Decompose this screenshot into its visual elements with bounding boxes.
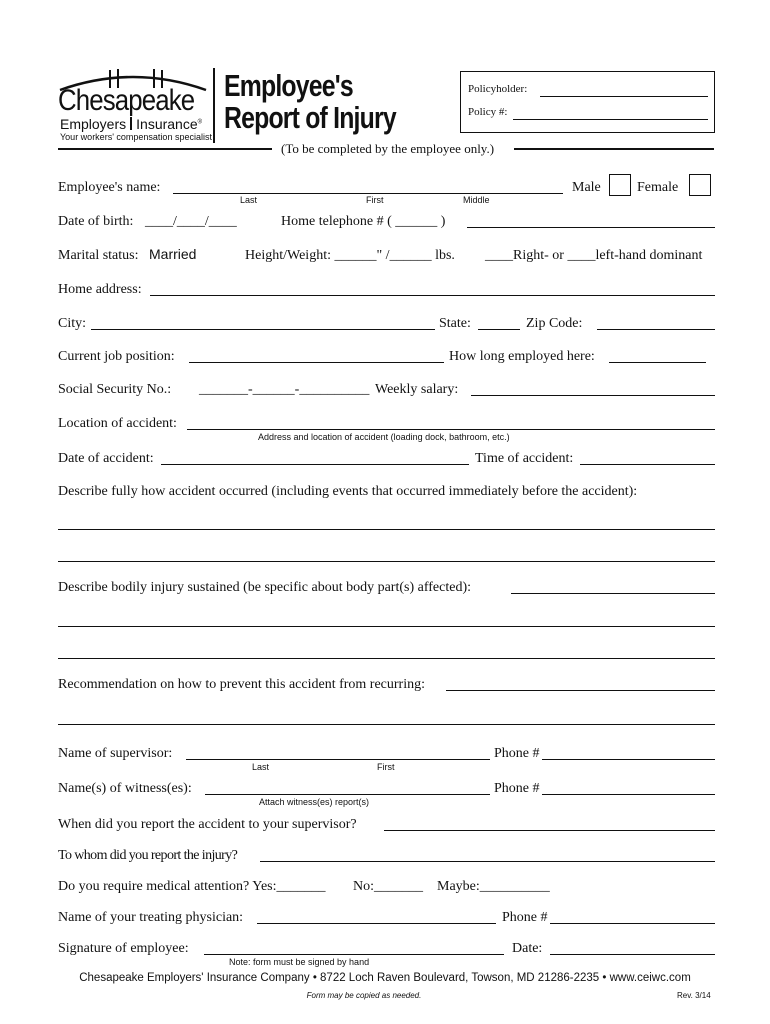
policy-box — [460, 71, 715, 133]
date-of-accident-field[interactable] — [161, 464, 469, 465]
witness-phone-field[interactable] — [542, 794, 715, 795]
physician-phone-field[interactable] — [550, 923, 715, 924]
policy-number-field[interactable] — [513, 119, 708, 120]
supervisor-sub-last: Last — [252, 762, 270, 772]
footer-address: Chesapeake Employers' Insurance Company • 8722 Loch Raven Boulevard, Towson, MD 21286-2235 • www.ceiwc.com — [79, 972, 691, 984]
signature-date-field[interactable] — [550, 954, 715, 955]
to-whom-label: To whom did you report the injury? — [58, 848, 238, 863]
recommendation-label: Recommendation on how to prevent this accident from recurring: — [58, 677, 426, 692]
job-position-label: Current job position: — [58, 349, 175, 364]
medical-attention-maybe[interactable]: Maybe:__________ — [437, 879, 550, 894]
ssn-label: Social Security No.: — [58, 382, 172, 397]
rule-left — [58, 148, 272, 150]
logo-insurance: Insurance — [136, 116, 198, 132]
job-position-field[interactable] — [189, 362, 444, 363]
footer-revision: Rev. 3/14 — [677, 991, 711, 1000]
logo-registered-mark: ® — [197, 119, 203, 126]
how-long-field[interactable] — [609, 362, 706, 363]
dob-label: Date of birth: — [58, 214, 134, 229]
location-label: Location of accident: — [58, 416, 177, 431]
zip-field[interactable] — [597, 329, 715, 330]
marital-status-value[interactable]: Married — [149, 246, 197, 262]
recommendation-field[interactable] — [446, 690, 715, 691]
signature-sub: Note: form must be signed by hand — [229, 957, 370, 967]
witness-phone-label: Phone # — [494, 781, 540, 796]
city-field[interactable] — [91, 329, 435, 330]
name-sub-last: Last — [240, 195, 258, 205]
completed-note: (To be completed by the employee only.) — [281, 141, 495, 156]
logo-company-name: Chesapeake — [58, 84, 195, 117]
header-divider — [213, 68, 215, 143]
describe-injury-line-1[interactable] — [58, 626, 715, 627]
policyholder-label: Policyholder: — [468, 83, 528, 95]
signature-date-label: Date: — [512, 941, 543, 956]
male-label: Male — [572, 180, 601, 195]
logo-divider — [130, 117, 132, 130]
home-address-label: Home address: — [58, 282, 142, 297]
recommendation-line-1[interactable] — [58, 724, 715, 725]
height-weight-field[interactable]: Height/Weight: ______" /______ lbs. — [245, 248, 455, 263]
medical-attention-yes[interactable]: Do you require medical attention? Yes:_______ — [58, 879, 326, 894]
home-phone-label: Home telephone # ( ______ ) — [281, 214, 446, 229]
male-checkbox[interactable] — [609, 174, 631, 196]
describe-accident-line-1[interactable] — [58, 529, 715, 530]
physician-label: Name of your treating physician: — [58, 910, 244, 925]
employee-name-field[interactable] — [173, 193, 563, 194]
describe-accident-line-2[interactable] — [58, 561, 715, 562]
state-label: State: — [439, 316, 471, 331]
logo-tagline: Your workers' compensation specialist — [60, 132, 212, 142]
describe-injury-label: Describe bodily injury sustained (be specific about body part(s) affected): — [58, 580, 471, 595]
hand-dominance-field[interactable]: ____Right- or ____left-hand dominant — [485, 248, 703, 263]
witness-sub: Attach witness(es) report(s) — [259, 797, 370, 807]
supervisor-phone-label: Phone # — [494, 746, 540, 761]
dob-field[interactable]: ____/____/____ — [145, 214, 237, 229]
date-of-accident-label: Date of accident: — [58, 451, 154, 466]
female-label: Female — [637, 180, 679, 195]
describe-injury-field[interactable] — [511, 593, 715, 594]
form-title-line2: Report of Injury — [224, 100, 396, 135]
logo-employers: Employers — [60, 116, 127, 132]
time-of-accident-label: Time of accident: — [475, 451, 574, 466]
footer-copy-note: Form may be copied as needed. — [306, 991, 422, 1000]
supervisor-sub-first: First — [377, 762, 395, 772]
marital-status-label: Marital status: — [58, 248, 139, 263]
supervisor-phone-field[interactable] — [542, 759, 715, 760]
describe-accident-label: Describe fully how accident occurred (including events that occurred immediately before the accident): — [58, 484, 638, 499]
time-of-accident-field[interactable] — [580, 464, 715, 465]
when-reported-label: When did you report the accident to your supervisor? — [58, 817, 357, 832]
location-field[interactable] — [187, 429, 715, 430]
witness-label: Name(s) of witness(es): — [58, 781, 192, 796]
form-title-line1: Employee's — [224, 68, 353, 103]
witness-field[interactable] — [205, 794, 490, 795]
medical-attention-no[interactable]: No:_______ — [353, 879, 423, 894]
policyholder-field[interactable] — [540, 96, 708, 97]
salary-field[interactable] — [471, 395, 715, 396]
city-label: City: — [58, 316, 87, 331]
female-checkbox[interactable] — [689, 174, 711, 196]
home-address-field[interactable] — [150, 295, 715, 296]
state-field[interactable] — [478, 329, 520, 330]
signature-label: Signature of employee: — [58, 941, 189, 956]
signature-field[interactable] — [204, 954, 504, 955]
to-whom-field[interactable] — [260, 861, 715, 862]
policy-number-label: Policy #: — [468, 106, 508, 118]
zip-label: Zip Code: — [526, 316, 583, 331]
employee-name-label: Employee's name: — [58, 180, 161, 195]
supervisor-label: Name of supervisor: — [58, 746, 173, 761]
physician-field[interactable] — [257, 923, 496, 924]
when-reported-field[interactable] — [384, 830, 715, 831]
name-sub-first: First — [366, 195, 384, 205]
home-phone-field[interactable] — [467, 227, 715, 228]
rule-right — [514, 148, 714, 150]
salary-label: Weekly salary: — [375, 382, 459, 397]
ssn-field[interactable]: _______-______-__________ — [199, 382, 370, 397]
how-long-label: How long employed here: — [449, 349, 595, 364]
supervisor-field[interactable] — [186, 759, 490, 760]
describe-injury-line-2[interactable] — [58, 658, 715, 659]
physician-phone-label: Phone # — [502, 910, 548, 925]
name-sub-middle: Middle — [463, 195, 490, 205]
location-sub: Address and location of accident (loading dock, bathroom, etc.) — [258, 432, 510, 442]
